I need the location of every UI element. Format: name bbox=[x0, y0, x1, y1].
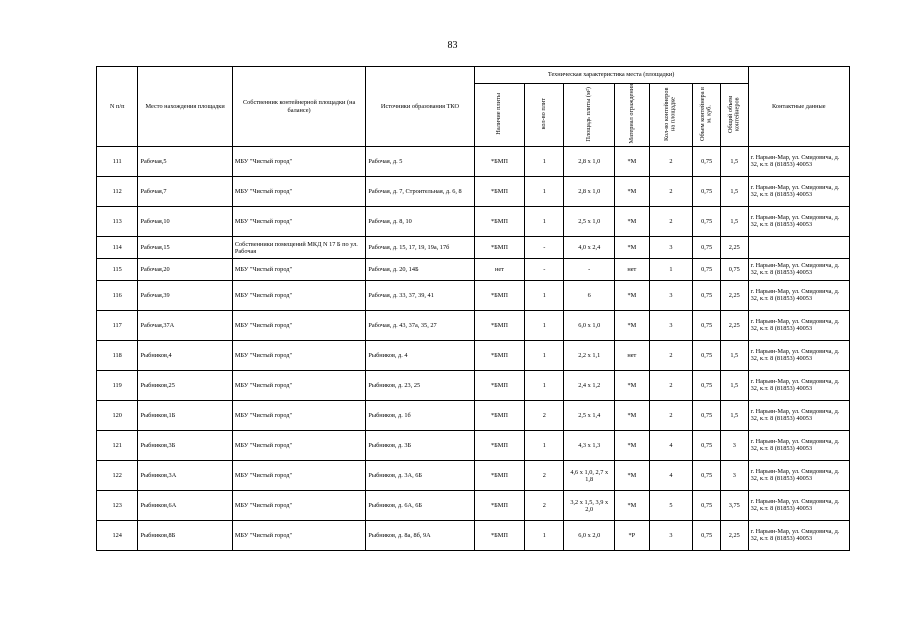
cell-slab-count: 1 bbox=[525, 371, 564, 401]
cell-volume: 0,75 bbox=[693, 311, 721, 341]
header-fence bbox=[615, 84, 650, 147]
page-number: 83 bbox=[447, 40, 458, 51]
cell-containers: 3 bbox=[649, 311, 693, 341]
cell-area: - bbox=[564, 259, 615, 281]
cell-sources: Рабочая, д. 15, 17, 19, 19а, 17б bbox=[366, 237, 474, 259]
header-contacts: Контактные данные bbox=[748, 67, 849, 147]
cell-location: Рыбников,4 bbox=[138, 341, 232, 371]
cell-slab: *БМП bbox=[474, 401, 525, 431]
cell-num: 120 bbox=[97, 401, 138, 431]
cell-owner: МБУ "Чистый город" bbox=[232, 311, 366, 341]
cell-area: 3,2 х 1,5, 3,9 х 2,0 bbox=[564, 491, 615, 521]
cell-area: 2,5 х 1,4 bbox=[564, 401, 615, 431]
cell-containers: 4 bbox=[649, 431, 693, 461]
cell-owner: МБУ "Чистый город" bbox=[232, 259, 366, 281]
cell-num: 118 bbox=[97, 341, 138, 371]
cell-area: 2,8 х 1,0 bbox=[564, 177, 615, 207]
cell-contacts: г. Нарьян-Мар, ул. Смидовича, д. 32, к.т. 8 (81853) 40053 bbox=[748, 259, 849, 281]
cell-containers: 2 bbox=[649, 207, 693, 237]
cell-sources: Рыбников, д. 6А, 6Б bbox=[366, 491, 474, 521]
cell-sources: Рабочая, д. 7, Строительная, д. 6, 8 bbox=[366, 177, 474, 207]
cell-area: 6,0 х 2,0 bbox=[564, 521, 615, 551]
cell-sources: Рыбников, д. 23, 25 bbox=[366, 371, 474, 401]
cell-location: Рыбников,6А bbox=[138, 491, 232, 521]
cell-containers: 3 bbox=[649, 237, 693, 259]
cell-location: Рыбников,8Б bbox=[138, 521, 232, 551]
cell-total: 1,5 bbox=[720, 341, 748, 371]
cell-sources: Рыбников, д. 3А, 6Б bbox=[366, 461, 474, 491]
cell-num: 115 bbox=[97, 259, 138, 281]
cell-volume: 0,75 bbox=[693, 177, 721, 207]
cell-contacts: г. Нарьян-Мар, ул. Смидовича, д. 32, к.т. 8 (81853) 40053 bbox=[748, 401, 849, 431]
table-row bbox=[97, 237, 850, 259]
header-owner: Собственник контейнерной площадки (на балансе) bbox=[232, 67, 366, 147]
cell-total: 1,5 bbox=[720, 207, 748, 237]
header-area bbox=[564, 84, 615, 147]
header-tech: Техническая характеристика места (площадки) bbox=[474, 67, 748, 84]
cell-owner: Собственники помещений МКД N 17 Б по ул. Рабочая bbox=[232, 237, 366, 259]
cell-total: 3 bbox=[720, 461, 748, 491]
cell-location: Рыбников,3А bbox=[138, 461, 232, 491]
cell-num: 124 bbox=[97, 521, 138, 551]
cell-total: 3 bbox=[720, 431, 748, 461]
cell-slab: нет bbox=[474, 259, 525, 281]
cell-sources: Рабочая, д. 33, 37, 39, 41 bbox=[366, 281, 474, 311]
cell-fence: *М bbox=[615, 147, 650, 177]
cell-sources: Рабочая, д. 20, 14Б bbox=[366, 259, 474, 281]
cell-containers: 2 bbox=[649, 147, 693, 177]
table-row bbox=[97, 207, 850, 237]
cell-owner: МБУ "Чистый город" bbox=[232, 371, 366, 401]
cell-fence: нет bbox=[615, 259, 650, 281]
cell-num: 114 bbox=[97, 237, 138, 259]
cell-contacts: г. Нарьян-Мар, ул. Смидовича, д. 32, к.т. 8 (81853) 40053 bbox=[748, 177, 849, 207]
cell-area: 2,4 х 1,2 bbox=[564, 371, 615, 401]
cell-contacts: г. Нарьян-Мар, ул. Смидовича, д. 32, к.т. 8 (81853) 40053 bbox=[748, 521, 849, 551]
cell-sources: Рабочая, д. 43, 37а, 35, 27 bbox=[366, 311, 474, 341]
table-row bbox=[97, 311, 850, 341]
header-containers bbox=[649, 84, 693, 147]
cell-contacts: г. Нарьян-Мар, ул. Смидовича, д. 32, к.т. 8 (81853) 40053 bbox=[748, 281, 849, 311]
header-volume-text: Объем контейнера в м. куб. bbox=[699, 86, 713, 142]
cell-contacts: г. Нарьян-Мар, ул. Смидовича, д. 32, к.т. 8 (81853) 40053 bbox=[748, 207, 849, 237]
table-row bbox=[97, 461, 850, 491]
cell-location: Рыбников,3Б bbox=[138, 431, 232, 461]
cell-volume: 0,75 bbox=[693, 341, 721, 371]
table-row bbox=[97, 431, 850, 461]
cell-contacts: г. Нарьян-Мар, ул. Смидовича, д. 32, к.т. 8 (81853) 40053 bbox=[748, 461, 849, 491]
cell-owner: МБУ "Чистый город" bbox=[232, 281, 366, 311]
cell-slab-count: 2 bbox=[525, 491, 564, 521]
cell-fence: *М bbox=[615, 177, 650, 207]
cell-fence: *М bbox=[615, 401, 650, 431]
cell-contacts: г. Нарьян-Мар, ул. Смидовича, д. 32, к.т. 8 (81853) 40053 bbox=[748, 371, 849, 401]
cell-area: 6,0 х 1,0 bbox=[564, 311, 615, 341]
cell-slab-count: 2 bbox=[525, 401, 564, 431]
cell-fence: *М bbox=[615, 311, 650, 341]
cell-sources: Рыбников, д. 4 bbox=[366, 341, 474, 371]
header-volume bbox=[693, 84, 721, 147]
table-body bbox=[97, 147, 850, 551]
cell-owner: МБУ "Чистый город" bbox=[232, 207, 366, 237]
cell-contacts: г. Нарьян-Мар, ул. Смидовича, д. 32, к.т. 8 (81853) 40053 bbox=[748, 147, 849, 177]
table-row bbox=[97, 259, 850, 281]
cell-containers: 3 bbox=[649, 521, 693, 551]
cell-fence: *М bbox=[615, 431, 650, 461]
cell-location: Рабочая,39 bbox=[138, 281, 232, 311]
cell-slab-count: 1 bbox=[525, 431, 564, 461]
header-total bbox=[720, 84, 748, 147]
cell-sources: Рыбников, д. 1б bbox=[366, 401, 474, 431]
cell-slab: *БМП bbox=[474, 521, 525, 551]
cell-fence: *М bbox=[615, 207, 650, 237]
cell-contacts: г. Нарьян-Мар, ул. Смидовича, д. 32, к.т. 8 (81853) 40053 bbox=[748, 431, 849, 461]
cell-containers: 2 bbox=[649, 177, 693, 207]
cell-num: 112 bbox=[97, 177, 138, 207]
cell-volume: 0,75 bbox=[693, 259, 721, 281]
cell-containers: 1 bbox=[649, 259, 693, 281]
table-row bbox=[97, 371, 850, 401]
cell-location: Рабочая,10 bbox=[138, 207, 232, 237]
cell-volume: 0,75 bbox=[693, 401, 721, 431]
cell-location: Рыбников,25 bbox=[138, 371, 232, 401]
cell-fence: *М bbox=[615, 237, 650, 259]
cell-contacts: г. Нарьян-Мар, ул. Смидовича, д. 32, к.т. 8 (81853) 40053 bbox=[748, 311, 849, 341]
cell-volume: 0,75 bbox=[693, 521, 721, 551]
cell-num: 117 bbox=[97, 311, 138, 341]
cell-containers: 4 bbox=[649, 461, 693, 491]
cell-location: Рабочая,20 bbox=[138, 259, 232, 281]
cell-location: Рыбников,1Б bbox=[138, 401, 232, 431]
cell-location: Рабочая,5 bbox=[138, 147, 232, 177]
cell-slab-count: 1 bbox=[525, 311, 564, 341]
cell-num: 113 bbox=[97, 207, 138, 237]
cell-sources: Рыбников, д. 3Б bbox=[366, 431, 474, 461]
cell-area: 4,6 х 1,0, 2,7 х 1,8 bbox=[564, 461, 615, 491]
cell-fence: *М bbox=[615, 281, 650, 311]
cell-slab: *БМП bbox=[474, 341, 525, 371]
cell-containers: 2 bbox=[649, 401, 693, 431]
cell-sources: Рыбников, д. 8а, 8б, 9А bbox=[366, 521, 474, 551]
cell-containers: 2 bbox=[649, 341, 693, 371]
cell-sources: Рабочая, д. 5 bbox=[366, 147, 474, 177]
cell-owner: МБУ "Чистый город" bbox=[232, 401, 366, 431]
cell-volume: 0,75 bbox=[693, 237, 721, 259]
table-row bbox=[97, 147, 850, 177]
cell-fence: *М bbox=[615, 491, 650, 521]
cell-fence: *Р bbox=[615, 521, 650, 551]
cell-total: 2,25 bbox=[720, 281, 748, 311]
cell-owner: МБУ "Чистый город" bbox=[232, 521, 366, 551]
cell-total: 2,25 bbox=[720, 311, 748, 341]
table-row bbox=[97, 491, 850, 521]
header-area-text: Площадь плиты (м²) bbox=[584, 86, 592, 142]
table-row bbox=[97, 177, 850, 207]
cell-slab-count: 1 bbox=[525, 207, 564, 237]
cell-total: 2,25 bbox=[720, 237, 748, 259]
cell-location: Рабочая,7 bbox=[138, 177, 232, 207]
cell-num: 111 bbox=[97, 147, 138, 177]
cell-owner: МБУ "Чистый город" bbox=[232, 461, 366, 491]
cell-containers: 3 bbox=[649, 281, 693, 311]
cell-slab: *БМП bbox=[474, 281, 525, 311]
cell-area: 6 bbox=[564, 281, 615, 311]
cell-volume: 0,75 bbox=[693, 207, 721, 237]
cell-slab-count: 2 bbox=[525, 461, 564, 491]
cell-contacts: г. Нарьян-Мар, ул. Смидовича, д. 32, к.т. 8 (81853) 40053 bbox=[748, 341, 849, 371]
cell-fence: *М bbox=[615, 461, 650, 491]
cell-total: 2,25 bbox=[720, 521, 748, 551]
cell-slab-count: 1 bbox=[525, 147, 564, 177]
header-fence-text: Материал ограждения bbox=[627, 84, 635, 144]
cell-owner: МБУ "Чистый город" bbox=[232, 431, 366, 461]
cell-containers: 5 bbox=[649, 491, 693, 521]
cell-volume: 0,75 bbox=[693, 461, 721, 491]
cell-location: Рабочая,15 bbox=[138, 237, 232, 259]
cell-location: Рабочая,37А bbox=[138, 311, 232, 341]
header-location: Место нахождения площадки bbox=[138, 67, 232, 147]
cell-total: 0,75 bbox=[720, 259, 748, 281]
cell-owner: МБУ "Чистый город" bbox=[232, 341, 366, 371]
cell-owner: МБУ "Чистый город" bbox=[232, 491, 366, 521]
cell-area: 2,8 х 1,0 bbox=[564, 147, 615, 177]
cell-slab: *БМП bbox=[474, 311, 525, 341]
cell-slab: *БМП bbox=[474, 491, 525, 521]
cell-volume: 0,75 bbox=[693, 371, 721, 401]
cell-total: 1,5 bbox=[720, 177, 748, 207]
cell-volume: 0,75 bbox=[693, 147, 721, 177]
cell-fence: *М bbox=[615, 371, 650, 401]
cell-num: 119 bbox=[97, 371, 138, 401]
table-row bbox=[97, 341, 850, 371]
cell-num: 121 bbox=[97, 431, 138, 461]
cell-slab: *БМП bbox=[474, 147, 525, 177]
cell-slab: *БМП bbox=[474, 371, 525, 401]
cell-num: 116 bbox=[97, 281, 138, 311]
cell-slab-count: - bbox=[525, 259, 564, 281]
cell-slab: *БМП bbox=[474, 237, 525, 259]
cell-slab: *БМП bbox=[474, 461, 525, 491]
cell-total: 1,5 bbox=[720, 371, 748, 401]
cell-sources: Рабочая, д. 8, 10 bbox=[366, 207, 474, 237]
header-num: N п/п bbox=[97, 67, 138, 147]
cell-slab: *БМП bbox=[474, 207, 525, 237]
cell-slab-count: 1 bbox=[525, 341, 564, 371]
cell-volume: 0,75 bbox=[693, 491, 721, 521]
cell-slab: *БМП bbox=[474, 431, 525, 461]
cell-slab-count: - bbox=[525, 237, 564, 259]
table-row bbox=[97, 401, 850, 431]
cell-contacts bbox=[748, 237, 849, 259]
table-row bbox=[97, 521, 850, 551]
cell-num: 122 bbox=[97, 461, 138, 491]
cell-total: 1,5 bbox=[720, 401, 748, 431]
cell-owner: МБУ "Чистый город" bbox=[232, 177, 366, 207]
cell-volume: 0,75 bbox=[693, 281, 721, 311]
header-slab-count bbox=[525, 84, 564, 147]
header-containers-text: Кол-во контейнеров на площадке bbox=[663, 87, 677, 141]
table-row bbox=[97, 281, 850, 311]
cell-slab-count: 1 bbox=[525, 177, 564, 207]
cell-total: 3,75 bbox=[720, 491, 748, 521]
cell-volume: 0,75 bbox=[693, 431, 721, 461]
cell-fence: нет bbox=[615, 341, 650, 371]
cell-area: 2,2 х 1,1 bbox=[564, 341, 615, 371]
cell-owner: МБУ "Чистый город" bbox=[232, 147, 366, 177]
header-slab-count-text: кол-во плит bbox=[540, 98, 548, 130]
cell-slab: *БМП bbox=[474, 177, 525, 207]
cell-containers: 2 bbox=[649, 371, 693, 401]
cell-contacts: г. Нарьян-Мар, ул. Смидовича, д. 32, к.т. 8 (81853) 40053 bbox=[748, 491, 849, 521]
header-slab-text: Наличие плиты bbox=[495, 93, 503, 135]
header-slab bbox=[474, 84, 525, 147]
cell-area: 4,0 х 2,4 bbox=[564, 237, 615, 259]
cell-total: 1,5 bbox=[720, 147, 748, 177]
header-sources: Источники образования ТКО bbox=[366, 67, 474, 147]
cell-area: 4,3 х 1,3 bbox=[564, 431, 615, 461]
cell-num: 123 bbox=[97, 491, 138, 521]
header-total-text: Общий объем контейнеров bbox=[726, 95, 741, 133]
container-sites-table bbox=[96, 66, 850, 551]
cell-area: 2,5 х 1,0 bbox=[564, 207, 615, 237]
cell-slab-count: 1 bbox=[525, 281, 564, 311]
cell-slab-count: 1 bbox=[525, 521, 564, 551]
